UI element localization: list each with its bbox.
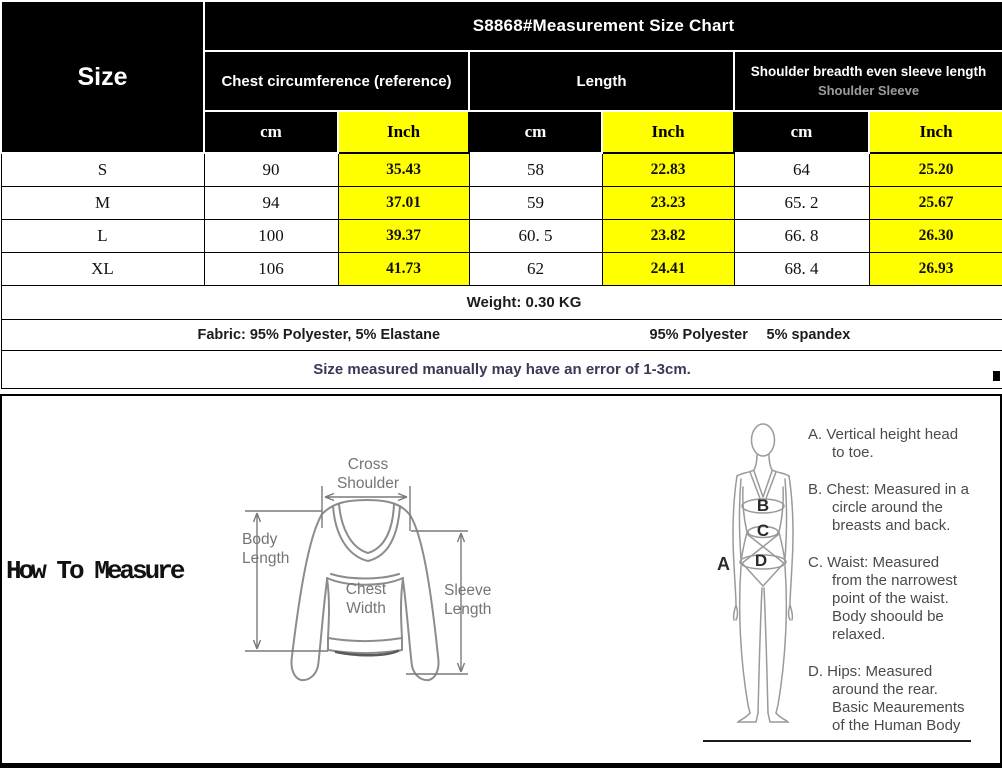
length-cm-value: 60. 5 — [469, 219, 602, 252]
figure-label-b: B — [756, 496, 770, 515]
shoulder-inch-value: 26.30 — [869, 219, 1002, 252]
length-inch-header: Inch — [602, 111, 734, 153]
fabric-polyester: 95% Polyester — [649, 326, 748, 343]
measure-legend — [808, 426, 1000, 754]
chest-width-label-line1: Chest — [345, 581, 387, 598]
shoulder-group-header — [734, 51, 1002, 111]
figure-label-c: C — [756, 521, 770, 540]
chest-group-header: Chest circumference (reference) — [204, 51, 469, 111]
shoulder-cm-value: 64 — [734, 153, 869, 186]
size-value: M — [1, 186, 204, 219]
chest-cm-value: 106 — [204, 252, 338, 285]
sleeve-length-label-line2: Length — [444, 601, 492, 618]
shoulder-cm-header: cm — [734, 111, 869, 153]
table-row-xl — [1, 252, 1002, 285]
measurement-note-row — [1, 350, 1002, 388]
legend-item-d — [808, 663, 1000, 735]
chest-width-label-line2: Width — [346, 600, 386, 617]
body-length-label-line2: Length — [242, 550, 290, 567]
legend-line: Body shoould be — [832, 608, 944, 625]
size-value: S — [1, 153, 204, 186]
legend-item-a — [808, 426, 1000, 462]
legend-line: breasts and back. — [832, 517, 951, 534]
table-row-l — [1, 219, 1002, 252]
weight-row: Weight: 0.30 KG — [1, 285, 1002, 319]
legend-line: around the rear. — [832, 681, 938, 698]
table-row-m — [1, 186, 1002, 219]
length-cm-header: cm — [469, 111, 602, 153]
size-column-header: Size — [1, 1, 204, 153]
legend-line: A. Vertical height head — [808, 426, 959, 443]
length-inch-value: 23.23 — [602, 186, 734, 219]
length-inch-value: 22.83 — [602, 153, 734, 186]
legend-underline — [703, 740, 971, 742]
legend-line: circle around the — [832, 499, 943, 516]
chest-inch-value: 41.73 — [338, 252, 469, 285]
edge-artifact-mark — [993, 371, 1000, 381]
chest-cm-value: 94 — [204, 186, 338, 219]
legend-item-c — [808, 554, 1000, 644]
figure-label-a: A — [717, 554, 730, 574]
figure-label-d: D — [754, 551, 768, 570]
legend-item-b — [808, 481, 1000, 535]
table-row-s — [1, 153, 1002, 186]
shoulder-cm-value: 68. 4 — [734, 252, 869, 285]
chest-cm-value: 90 — [204, 153, 338, 186]
legend-line: B. Chest: Measured in a — [808, 481, 969, 498]
size-value: XL — [1, 252, 204, 285]
chest-inch-value: 37.01 — [338, 186, 469, 219]
shirt-measurement-diagram — [230, 438, 510, 700]
chest-inch-header: Inch — [338, 111, 469, 153]
chest-inch-value: 35.43 — [338, 153, 469, 186]
body-outline-sketch — [733, 424, 793, 722]
legend-line: relaxed. — [832, 626, 886, 643]
shoulder-inch-header: Inch — [869, 111, 1002, 153]
shoulder-inch-value: 25.67 — [869, 186, 1002, 219]
measurement-arrows — [245, 486, 468, 674]
length-inch-value: 24.41 — [602, 252, 734, 285]
legend-line: point of the waist. — [832, 590, 949, 607]
length-inch-value: 23.82 — [602, 219, 734, 252]
chart-title: S8868#Measurement Size Chart — [204, 1, 1002, 51]
shoulder-cm-value: 65. 2 — [734, 186, 869, 219]
shoulder-group-sublabel: Shoulder Sleeve — [817, 83, 920, 98]
length-cm-value: 58 — [469, 153, 602, 186]
shoulder-group-label: Shoulder breadth even sleeve length — [750, 64, 987, 79]
length-cm-value: 62 — [469, 252, 602, 285]
fabric-row — [1, 319, 1002, 350]
sleeve-length-label-line1: Sleeve — [444, 582, 492, 599]
legend-line: C. Waist: Measured — [808, 554, 940, 571]
how-to-measure-heading: How To Measure — [6, 556, 183, 586]
chest-inch-value: 39.37 — [338, 219, 469, 252]
length-group-header: Length — [469, 51, 734, 111]
chest-cm-value: 100 — [204, 219, 338, 252]
how-to-measure-section — [0, 394, 1002, 768]
legend-line: Basic Meaurements — [832, 699, 965, 716]
legend-line: to toe. — [832, 444, 874, 461]
measurement-note: Size measured manually may have an error of 1-3cm. — [313, 360, 691, 378]
body-length-label-line1: Body — [242, 531, 278, 548]
shoulder-inch-value: 26.93 — [869, 252, 1002, 285]
shoulder-inch-value: 25.20 — [869, 153, 1002, 186]
size-value: L — [1, 219, 204, 252]
body-figure-diagram — [705, 413, 805, 735]
cross-shoulder-label-line2: Shoulder — [336, 475, 400, 492]
legend-line: of the Human Body — [832, 717, 961, 734]
chest-cm-header: cm — [204, 111, 338, 153]
legend-line: from the narrowest — [832, 572, 958, 589]
length-cm-value: 59 — [469, 186, 602, 219]
legend-line: D. Hips: Measured — [808, 663, 933, 680]
cross-shoulder-label-line1: Cross — [347, 456, 389, 473]
shoulder-cm-value: 66. 8 — [734, 219, 869, 252]
fabric-composition: Fabric: 95% Polyester, 5% Elastane — [197, 326, 441, 343]
fabric-spandex: 5% spandex — [766, 326, 851, 343]
